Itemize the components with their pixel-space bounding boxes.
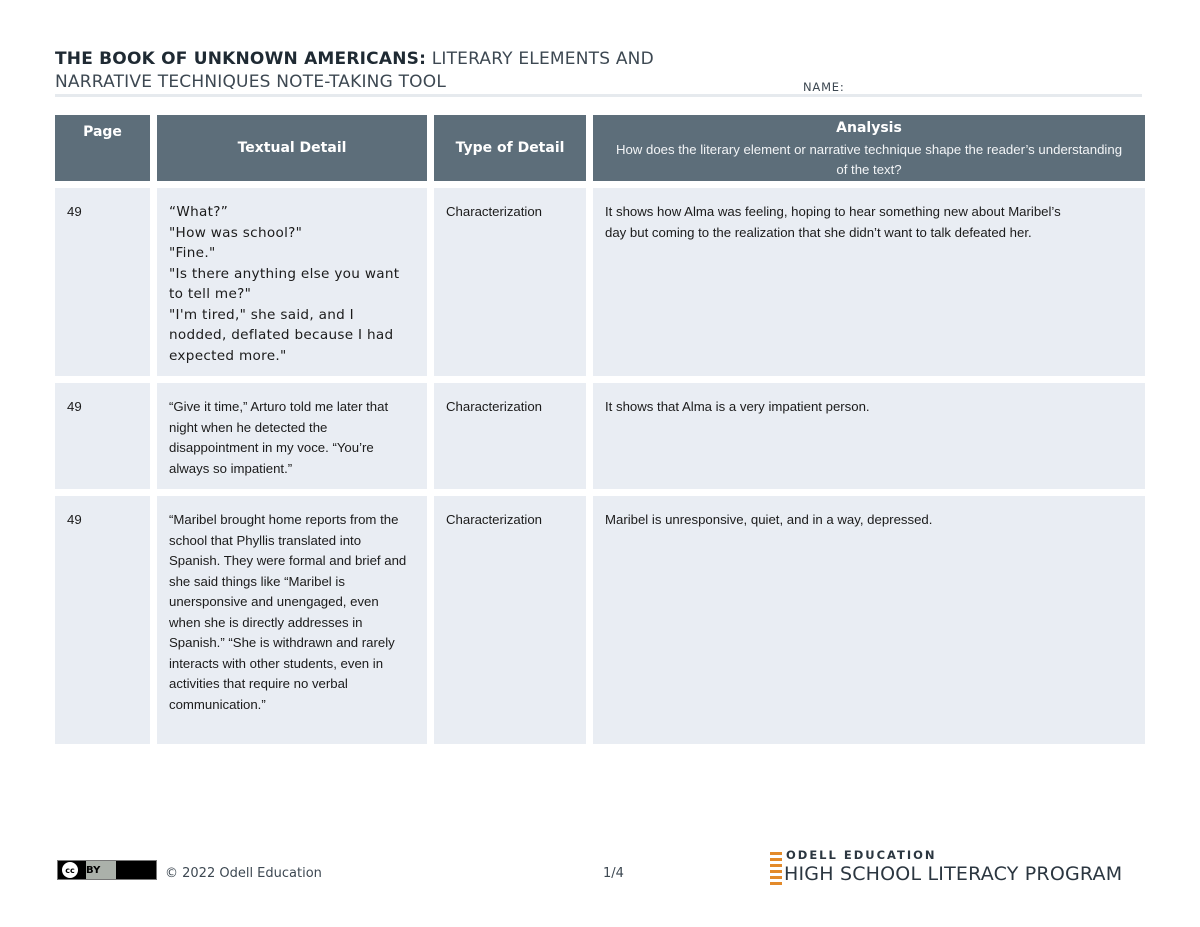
- table-row-1-type: Characterization: [434, 188, 586, 376]
- column-header-type-of-detail: [434, 115, 586, 181]
- column-header-analysis-question: How does the literary element or narrative technique shape the reader’s understanding of the text?: [615, 142, 1123, 177]
- logo-organization-name: ODELL EDUCATION: [786, 848, 937, 862]
- page-footer: [0, 848, 1200, 888]
- document-header: [55, 48, 1145, 94]
- odell-education-logo: [770, 850, 1140, 886]
- row-1-page-number: 49: [67, 204, 82, 219]
- cc-circle-icon: cc: [62, 862, 78, 878]
- document-title-line-1: [55, 48, 1145, 71]
- column-header-type-of-detail-label: Type of Detail: [455, 140, 565, 156]
- logo-bar: [770, 870, 782, 873]
- table-row-3-analysis: Maribel is unresponsive, quiet, and in a way, depressed.: [593, 496, 1145, 744]
- table-row-3-textual-detail: “Maribel brought home reports from the school that Phyllis translated into Spanish. They were formal and brief and she said things like “Maribel is unersponsive and unengaged, even when she is directly addresses in Spanish.” “She is withdrawn and rarely interacts with other students, even in activities that require no verbal communication.”: [157, 496, 427, 744]
- column-header-analysis-label: Analysis: [836, 120, 902, 136]
- logo-bar: [770, 852, 782, 855]
- table-row-2-textual-detail: “Give it time,” Arturo told me later that night when he detected the disappointment in my voce. “You’re always so impatient.”: [157, 383, 427, 489]
- logo-bars-icon: [770, 850, 782, 886]
- table-row-3-page: [55, 496, 150, 744]
- logo-bar: [770, 858, 782, 861]
- row-3-page-number: 49: [67, 512, 82, 527]
- name-label: NAME:: [803, 80, 845, 94]
- copyright-notice: © 2022 Odell Education: [165, 866, 322, 881]
- title-divider: [55, 94, 1142, 97]
- table-row-1-page: [55, 188, 150, 376]
- tool-title-part-2: NARRATIVE TECHNIQUES NOTE-TAKING TOOL: [55, 72, 446, 92]
- logo-program-name: HIGH SCHOOL LITERACY PROGRAM: [784, 863, 1123, 885]
- logo-bar: [770, 882, 782, 885]
- table-row-2-page: [55, 383, 150, 489]
- column-header-analysis: [593, 115, 1145, 181]
- column-header-page: [55, 115, 150, 181]
- table-row-1-analysis: It shows how Alma was feeling, hoping to hear something new about Maribel’s day but coming to the realization that she didn’t want to talk defeated her.: [593, 188, 1145, 376]
- cc-by-label: BY: [86, 864, 101, 876]
- logo-bar: [770, 864, 782, 867]
- table-row-1-textual-detail: “What?” "How was school?" "Fine." "Is there anything else you want to tell me?" "I'm tired," she said, and I nodded, deflated because I had expected more.": [157, 188, 427, 376]
- table-row-3-type: Characterization: [434, 496, 586, 744]
- column-header-textual-detail: [157, 115, 427, 181]
- table-row-2-type: Characterization: [434, 383, 586, 489]
- column-header-page-label: Page: [83, 124, 122, 140]
- row-2-page-number: 49: [67, 399, 82, 414]
- logo-bar: [770, 876, 782, 879]
- column-header-textual-detail-label: Textual Detail: [237, 140, 347, 156]
- tool-title-part-1: LITERARY ELEMENTS AND: [431, 49, 654, 69]
- cc-by-icon: [57, 860, 157, 880]
- book-title: THE BOOK OF UNKNOWN AMERICANS:: [55, 49, 427, 69]
- table-row-2-analysis: It shows that Alma is a very impatient person.: [593, 383, 1145, 489]
- page-indicator: 1/4: [603, 866, 624, 881]
